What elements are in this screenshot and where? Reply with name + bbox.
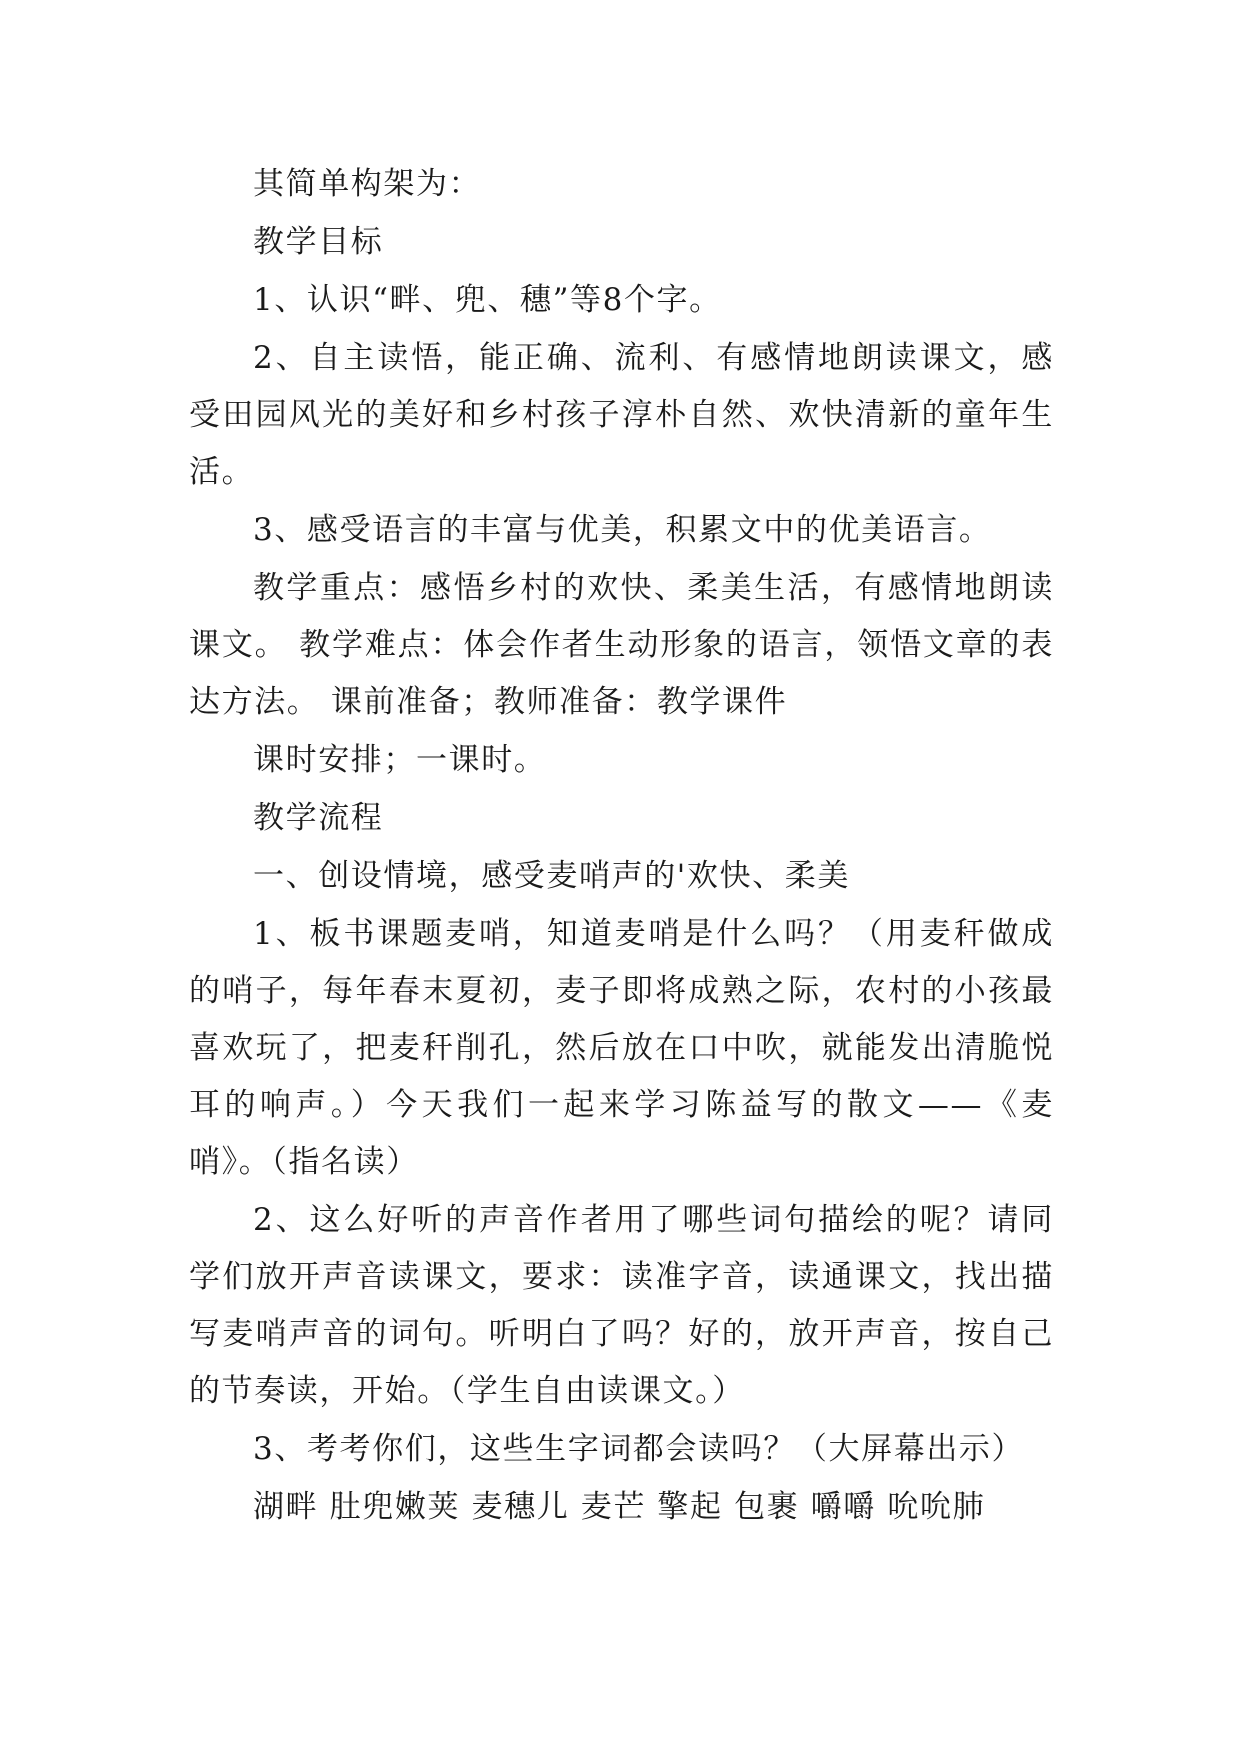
process-step-3: 3、考考你们，这些生字词都会读吗？（大屏幕出示）: [253, 1431, 1025, 1467]
section-heading-1: 一、创设情境，感受麦哨声的'欢快、柔美: [253, 858, 850, 894]
heading-teaching-goals: 教学目标: [253, 224, 384, 260]
goal-item-1: 1、认识“畔、兜、穗”等8个字。: [253, 282, 722, 318]
paragraph-framework-intro: 其简单构架为：: [253, 166, 482, 202]
goal-item-2: 2、自主读悟，能正确、流利、有感情地朗读课文，感受田园风光的美好和乡村孩子淳朴自然、欢快清新的童年生活。: [189, 340, 1054, 490]
heading-teaching-process: 教学流程: [253, 800, 384, 836]
paragraph-key-points: 教学重点：感悟乡村的欢快、柔美生活，有感情地朗读课文。 教学难点：体会作者生动形象的语言，领悟文章的表达方法。 课前准备；教师准备：教学课件: [189, 570, 1054, 720]
goal-item-3: 3、感受语言的丰富与优美，积累文中的优美语言。: [253, 512, 992, 548]
document-body: [189, 156, 1054, 1536]
process-step-1: 1、板书课题麦哨，知道麦哨是什么吗？（用麦秆做成的哨子，每年春末夏初，麦子即将成熟之际，农村的小孩最喜欢玩了，把麦秆削孔，然后放在口中吹，就能发出清脆悦耳的响声。）今天我们一起来学习陈益写的散文——《麦哨》。（指名读）: [189, 916, 1054, 1180]
vocabulary-list: 湖畔 肚兜嫩荚 麦穗儿 麦芒 擎起 包裹 嚼嚼 吮吮肺: [253, 1489, 986, 1525]
paragraph-schedule: 课时安排；一课时。: [253, 742, 547, 778]
process-step-2: 2、这么好听的声音作者用了哪些词句描绘的呢？请同学们放开声音读课文，要求：读准字音，读通课文，找出描写麦哨声音的词句。听明白了吗？好的，放开声音，按自己的节奏读，开始。（学生自由读课文。）: [189, 1202, 1054, 1409]
